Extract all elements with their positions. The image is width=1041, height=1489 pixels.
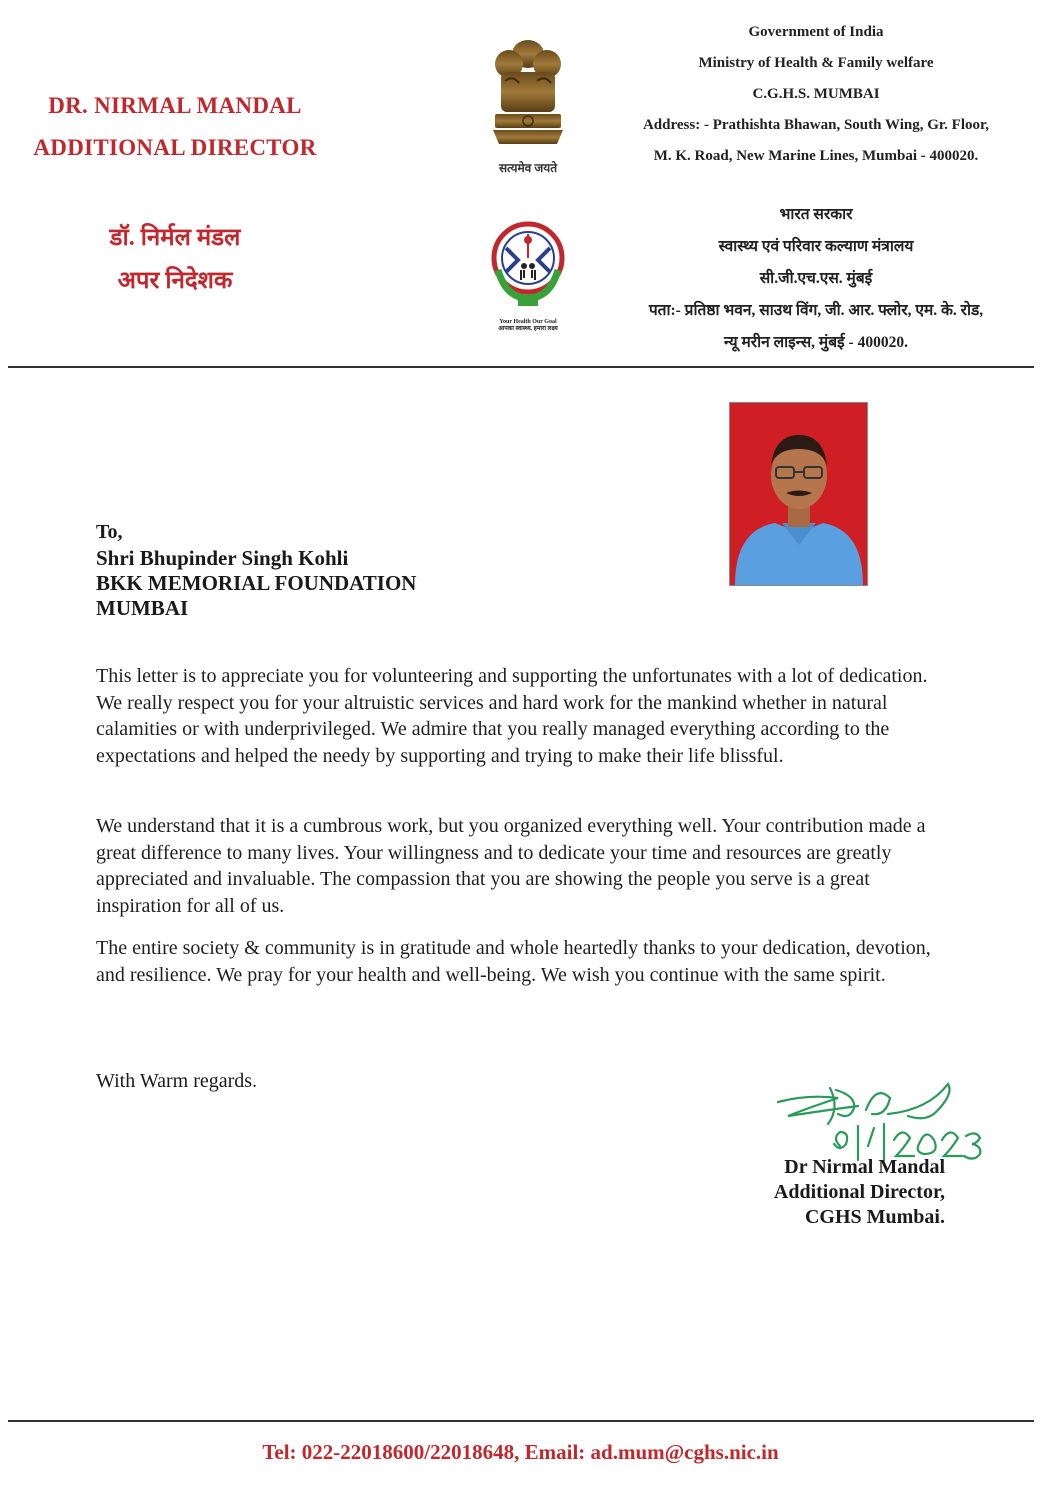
address-line: स्वास्थ्य एवं परिवार कल्याण मंत्रालय (718, 238, 914, 255)
officer-name-hi: डॉ. निर्मल मंडल (109, 225, 241, 251)
officer-name-en: DR. NIRMAL MANDAL (48, 93, 302, 118)
address-line: भारत सरकार (779, 206, 853, 223)
address-line: M. K. Road, New Marine Lines, Mumbai - 400020. (653, 148, 979, 164)
address-line: Address: - Prathishta Bhawan, South Wing, Gr. Floor, (642, 117, 990, 133)
lion-capital-icon (483, 36, 573, 154)
letter-paragraph-2: We understand that it is a cumbrous work, but you organized everything well. Your contribution made a great difference to many lives. Your willingness and to dedicate your time and resources are greatly appreciated and invaluable. The compassion that you are showing the people you serve is a great inspiration for all of us. (96, 815, 926, 917)
officer-title-hi: अपर निदेशक (117, 268, 233, 294)
recipient-organization: BKK MEMORIAL FOUNDATION (96, 571, 417, 595)
address-line: Ministry of Health & Family welfare (698, 55, 934, 71)
signatory-designation: Additional Director, (773, 1181, 945, 1203)
cghs-caption-en: Your Health Our Goal (499, 319, 557, 325)
salutation-to: To, (96, 521, 123, 543)
national-emblem (480, 36, 576, 180)
office-address-hi (600, 199, 1032, 359)
portrait-icon (730, 403, 867, 585)
cghs-emblem-icon (488, 218, 568, 314)
address-line: न्यू मरीन लाइन्स, मुंबई - 400020. (724, 334, 908, 351)
signatory-office: CGHS Mumbai. (804, 1206, 945, 1228)
emblem-motto: सत्यमेव जयते (498, 161, 558, 175)
footer-contact: Tel: 022-22018600/22018648, Email: ad.mum@cghs.nic.in (262, 1440, 779, 1464)
recipient-city: MUMBAI (96, 596, 189, 620)
recipient-name: Shri Bhupinder Singh Kohli (96, 546, 349, 570)
header-divider (8, 366, 1034, 368)
address-line: पता:- प्रतिष्ठा भवन, साउथ विंग, जी. आर. फ्लोर, एम. के. रोड, (648, 302, 984, 319)
address-line: सी.जी.एच.एस. मुंबई (759, 270, 873, 287)
letter-paragraph-1: This letter is to appreciate you for volunteering and supporting the unfortunates with a lot of dedication. We really respect you for your altruistic services and hard work for the mankind whether in natural calamities or with underprivileged. We admire that you really managed everything according to the expectations and helped the needy by supporting and trying to make their life blissful. (96, 665, 928, 767)
office-address-en (600, 17, 1032, 172)
handwritten-signature (770, 1080, 995, 1162)
letter-paragraph-3: The entire society & community is in gratitude and whole heartedly thanks to your dedication, devotion, and resilience. We pray for your health and well-being. We wish you continue with the same spirit. (96, 937, 931, 986)
address-line: Government of India (748, 24, 884, 40)
cghs-caption-hi: आपका स्वास्थ्य, हमारा लक्ष्य (498, 326, 558, 332)
cghs-logo (478, 218, 578, 340)
officer-title-en: ADDITIONAL DIRECTOR (33, 135, 317, 160)
closing-line: With Warm regards. (96, 1070, 258, 1092)
address-line: C.G.H.S. MUMBAI (752, 86, 880, 102)
officer-photo (729, 402, 868, 586)
signatory-name: Dr Nirmal Mandal (784, 1156, 945, 1178)
footer-divider (8, 1420, 1034, 1422)
